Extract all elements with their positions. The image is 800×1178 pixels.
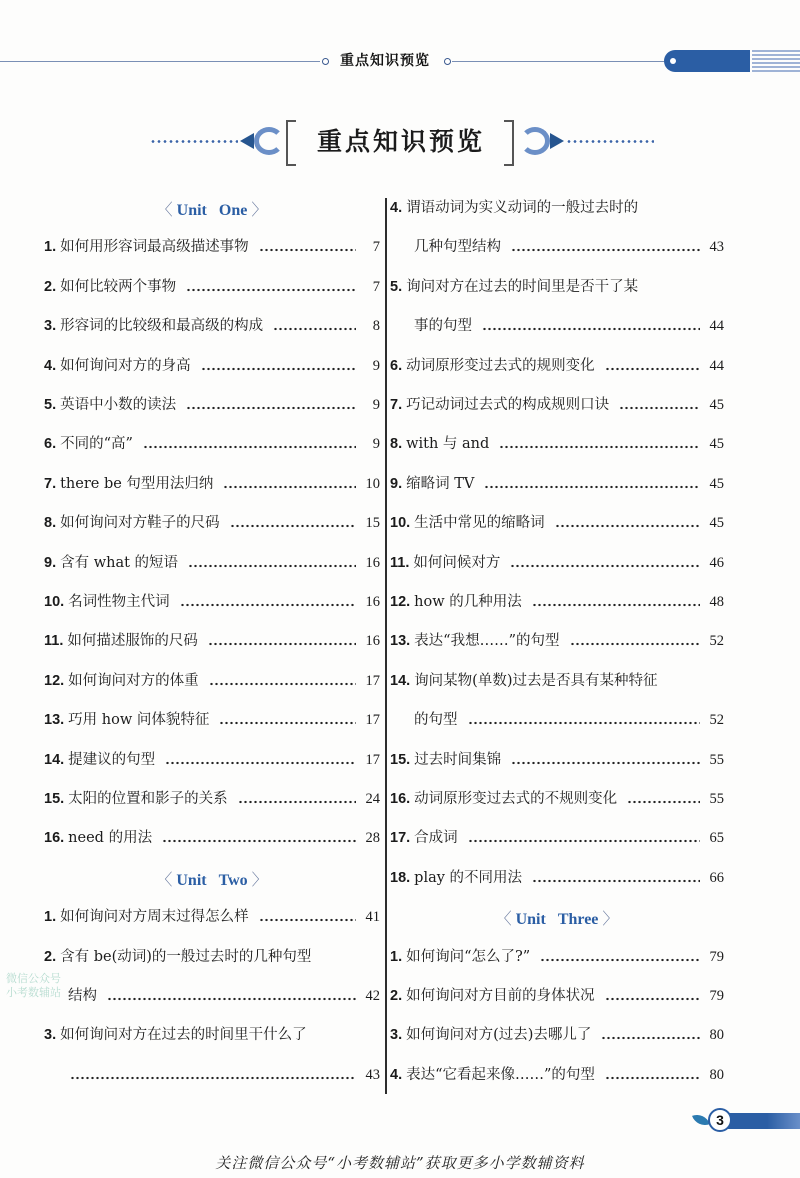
toc-entry[interactable] [390, 196, 724, 220]
entry-page: 79 [709, 988, 724, 1004]
banner-bracket-right [504, 120, 514, 166]
entry-number: 15. [390, 752, 411, 768]
entry-page: 80 [709, 1027, 724, 1043]
entry-number: 10. [390, 515, 411, 531]
toc-entry[interactable] [390, 787, 724, 811]
dot-leader [468, 839, 700, 843]
entry-page: 42 [365, 988, 380, 1004]
entry-number: 4. [44, 358, 57, 374]
banner-arrow-right-icon [550, 133, 564, 149]
entry-title: 如何询问对方周末过得怎么样 [60, 909, 249, 925]
entry-number: 3. [390, 1027, 403, 1043]
banner-arrow-left-icon [240, 133, 254, 149]
angle-close: 〉 [602, 911, 619, 928]
entry-page: 17 [365, 752, 380, 768]
entry-page: 45 [709, 476, 724, 492]
dot-leader [186, 288, 356, 292]
toc-entry[interactable] [390, 314, 724, 338]
toc-entry[interactable] [390, 590, 724, 614]
section-banner [150, 112, 650, 170]
entry-number: 4. [390, 200, 403, 216]
toc-entry[interactable] [390, 1063, 724, 1087]
dot-leader [165, 761, 355, 765]
toc-entry[interactable] [44, 984, 380, 1008]
entry-page: 16 [365, 633, 380, 649]
header-title: 重点知识预览 [340, 53, 430, 69]
entry-page: 7 [372, 239, 380, 255]
banner-swirl-right-icon [520, 127, 550, 155]
page-number: 3 [708, 1108, 732, 1132]
angle-open: 〈 [156, 202, 173, 219]
entry-title: 缩略词 TV [406, 476, 475, 492]
toc-entry[interactable] [44, 629, 380, 653]
entry-page: 10 [365, 476, 380, 492]
entry-page: 43 [365, 1067, 380, 1083]
toc-entry[interactable] [44, 748, 380, 772]
entry-title: 的句型 [414, 712, 458, 728]
entry-number: 9. [44, 555, 57, 571]
entry-number: 8. [390, 436, 403, 452]
toc-entry[interactable] [44, 551, 380, 575]
entry-page: 16 [365, 555, 380, 571]
toc-entry[interactable] [390, 275, 724, 299]
entry-page: 9 [372, 358, 380, 374]
entry-number: 6. [390, 358, 403, 374]
entry-title: 如何描述服饰的尺码 [67, 633, 198, 649]
entry-page: 15 [365, 515, 380, 531]
dot-leader [259, 248, 356, 252]
entry-title: 动词原形变过去式的规则变化 [406, 358, 595, 374]
toc-entry[interactable] [390, 511, 724, 535]
toc-entry[interactable] [390, 354, 724, 378]
entry-title: 如何问候对方 [413, 555, 501, 571]
entry-number: 10. [44, 594, 65, 610]
entry-page: 65 [709, 830, 724, 846]
unit-number: One [218, 202, 248, 219]
toc-entry[interactable] [390, 826, 724, 850]
entry-page: 28 [365, 830, 380, 846]
entry-number: 5. [390, 279, 403, 295]
toc-entry[interactable] [44, 472, 380, 496]
entry-number: 17. [390, 830, 411, 846]
dot-leader [70, 1076, 356, 1080]
dot-leader [532, 879, 699, 883]
dot-leader [223, 485, 355, 489]
dot-leader [273, 327, 356, 331]
entry-title: 动词原形变过去式的不规则变化 [414, 791, 618, 807]
entry-title: 如何询问对方目前的身体状况 [406, 988, 595, 1004]
entry-number: 14. [390, 673, 411, 689]
dot-leader [511, 761, 699, 765]
entry-title: 巧记动词过去式的构成规则口诀 [406, 397, 610, 413]
entry-page: 17 [365, 712, 380, 728]
entry-page: 45 [709, 397, 724, 413]
header-tab [664, 50, 750, 72]
entry-page: 9 [372, 397, 380, 413]
dot-leader [532, 603, 700, 607]
entry-page: 55 [709, 791, 724, 807]
unit-number: Three [557, 911, 599, 928]
toc-entry[interactable] [390, 432, 724, 456]
entry-title: 不同的“高” [60, 436, 133, 452]
toc-entry[interactable] [44, 905, 380, 929]
column-divider [385, 198, 387, 1094]
dot-leader [605, 997, 700, 1001]
toc-entry[interactable] [390, 472, 724, 496]
entry-title: how 的几种用法 [414, 594, 522, 610]
entry-title: 如何询问“怎么了?” [406, 949, 531, 965]
entry-number: 5. [44, 397, 57, 413]
entry-number: 13. [390, 633, 411, 649]
dot-leader [468, 721, 700, 725]
entry-page: 7 [372, 279, 380, 295]
watermark-line-2: 小考数辅站 [6, 986, 61, 999]
toc-entry[interactable] [390, 945, 724, 969]
entry-title: 如何比较两个事物 [60, 279, 177, 295]
entry-title: 询问某物(单数)过去是否具有某种特征 [414, 673, 658, 689]
dot-leader [605, 1076, 700, 1080]
toc-entry[interactable] [390, 708, 724, 732]
entry-number: 6. [44, 436, 57, 452]
entry-title: 巧用 how 问体貌特征 [68, 712, 210, 728]
toc-entry[interactable] [44, 1063, 380, 1087]
toc-entry[interactable] [44, 669, 380, 693]
entry-number: 3. [44, 1027, 57, 1043]
toc-entry[interactable] [44, 275, 380, 299]
entry-number: 11. [390, 555, 410, 571]
toc-entry[interactable] [390, 866, 724, 890]
entry-title: with 与 and [406, 436, 490, 452]
entry-number: 2. [44, 949, 57, 965]
unit-word: Unit [176, 872, 207, 889]
dot-leader [627, 800, 699, 804]
page-tab [690, 1108, 800, 1134]
dot-leader [201, 367, 356, 371]
dot-leader [484, 485, 699, 489]
banner-swirl-left-icon [254, 127, 284, 155]
dot-leader [601, 1036, 699, 1040]
entry-number: 16. [44, 830, 65, 846]
entry-number: 2. [44, 279, 57, 295]
unit-number: Two [218, 872, 248, 889]
entry-number: 1. [390, 949, 403, 965]
entry-number: 11. [44, 633, 64, 649]
toc-entry[interactable] [390, 1023, 724, 1047]
entry-page: 80 [709, 1067, 724, 1083]
dot-leader [230, 524, 356, 528]
banner-dots-right [566, 140, 654, 143]
entry-number: 7. [44, 476, 57, 492]
entry-title: 名词性物主代词 [68, 594, 170, 610]
entry-page: 79 [709, 949, 724, 965]
entry-number: 15. [44, 791, 65, 807]
toc-entry[interactable] [390, 235, 724, 259]
entry-number: 1. [44, 909, 57, 925]
entry-page: 17 [365, 673, 380, 689]
entry-title: there be 句型用法归纳 [60, 476, 214, 492]
running-header [0, 0, 800, 90]
header-dot-left [322, 58, 329, 65]
entry-title: 询问对方在过去的时间里是否干了某 [406, 279, 639, 295]
entry-number: 18. [390, 870, 411, 886]
unit-heading [44, 868, 380, 894]
entry-title: 含有 be(动词)的一般过去时的几种句型 [60, 949, 312, 965]
angle-close: 〉 [251, 202, 268, 219]
entry-title: 如何询问对方鞋子的尺码 [60, 515, 220, 531]
dot-leader [219, 721, 355, 725]
entry-number: 14. [44, 752, 65, 768]
entry-title: 事的句型 [414, 318, 472, 334]
entry-number: 4. [390, 1067, 403, 1083]
entry-title: 结构 [68, 988, 97, 1004]
toc-entry[interactable] [44, 590, 380, 614]
dot-leader [180, 603, 356, 607]
header-dot-right [444, 58, 451, 65]
entry-page: 43 [709, 239, 724, 255]
entry-number: 7. [390, 397, 403, 413]
entry-number: 1. [44, 239, 57, 255]
entry-page: 66 [709, 870, 724, 886]
toc-entry[interactable] [44, 393, 380, 417]
dot-leader [499, 445, 699, 449]
toc-entry[interactable] [44, 787, 380, 811]
entry-title: 提建议的句型 [68, 752, 156, 768]
entry-title: 如何询问对方在过去的时间里干什么了 [60, 1027, 307, 1043]
entry-number: 12. [44, 673, 65, 689]
entry-page: 55 [709, 752, 724, 768]
unit-word: Unit [515, 911, 546, 928]
dot-leader [107, 997, 356, 1001]
toc-entry[interactable] [390, 551, 724, 575]
unit-heading [44, 198, 380, 224]
entry-number: 16. [390, 791, 411, 807]
entry-number: 8. [44, 515, 57, 531]
dot-leader [209, 682, 356, 686]
dot-leader [482, 327, 700, 331]
entry-page: 45 [709, 436, 724, 452]
entry-title: 如何用形容词最高级描述事物 [60, 239, 249, 255]
dot-leader [186, 406, 356, 410]
entry-page: 52 [709, 712, 724, 728]
entry-page: 44 [709, 358, 724, 374]
entry-page: 45 [709, 515, 724, 531]
dot-leader [570, 642, 700, 646]
dot-leader [510, 564, 699, 568]
header-rule-left [0, 61, 320, 62]
dot-leader [511, 248, 700, 252]
entry-title: 过去时间集锦 [414, 752, 502, 768]
dot-leader [540, 958, 699, 962]
angle-open: 〈 [495, 911, 512, 928]
footer-note: 关注微信公众号“小考数辅站”获取更多小学数辅资料 [215, 1154, 585, 1172]
toc-entry[interactable] [44, 432, 380, 456]
toc-entry[interactable] [44, 945, 380, 969]
entry-title: play 的不同用法 [414, 870, 523, 886]
angle-close: 〉 [251, 872, 268, 889]
entry-page: 24 [365, 791, 380, 807]
entry-title: 表达“我想……”的句型 [414, 633, 560, 649]
toc-entry[interactable] [44, 235, 380, 259]
entry-title: 如何询问对方(过去)去哪儿了 [406, 1027, 592, 1043]
toc-entry[interactable] [390, 984, 724, 1008]
entry-title: 如何询问对方的体重 [68, 673, 199, 689]
toc-entry[interactable] [44, 314, 380, 338]
dot-leader [208, 642, 356, 646]
banner-dots-left [150, 140, 238, 143]
entry-page: 48 [709, 594, 724, 610]
entry-page: 16 [365, 594, 380, 610]
toc-entry[interactable] [44, 1023, 380, 1047]
entry-number: 3. [44, 318, 57, 334]
dot-leader [619, 406, 699, 410]
entry-number: 12. [390, 594, 411, 610]
toc-entry[interactable] [390, 393, 724, 417]
entry-title: 形容词的比较级和最高级的构成 [60, 318, 264, 334]
toc-entry[interactable] [44, 826, 380, 850]
entry-number: 9. [390, 476, 403, 492]
banner-title: 重点知识预览 [316, 127, 485, 156]
watermark [6, 972, 84, 1000]
header-stripes [752, 50, 800, 72]
entry-title: 如何询问对方的身高 [60, 358, 191, 374]
banner-bracket-left [286, 120, 296, 166]
entry-title: 几种句型结构 [414, 239, 501, 255]
dot-leader [259, 918, 356, 922]
entry-title: 合成词 [414, 830, 458, 846]
entry-title: 生活中常见的缩略词 [414, 515, 545, 531]
entry-title: 谓语动词为实义动词的一般过去时的 [406, 200, 639, 216]
dot-leader [143, 445, 356, 449]
toc-entry[interactable] [44, 708, 380, 732]
toc-entry[interactable] [390, 629, 724, 653]
dot-leader [188, 564, 355, 568]
dot-leader [555, 524, 700, 528]
toc-entry[interactable] [44, 511, 380, 535]
dot-leader [162, 839, 355, 843]
entry-page: 44 [709, 318, 724, 334]
unit-heading [390, 907, 724, 933]
toc-entry[interactable] [44, 354, 380, 378]
dot-leader [238, 800, 356, 804]
entry-title: 表达“它看起来像……”的句型 [406, 1067, 595, 1083]
entry-title: 英语中小数的读法 [60, 397, 177, 413]
header-rule-right [452, 61, 664, 62]
entry-page: 8 [372, 318, 380, 334]
toc-entry[interactable] [390, 669, 724, 693]
watermark-line-1: 微信公众号 [6, 972, 61, 985]
dot-leader [605, 367, 700, 371]
entry-page: 52 [709, 633, 724, 649]
unit-word: Unit [176, 202, 207, 219]
entry-page: 9 [372, 436, 380, 452]
angle-open: 〈 [156, 872, 173, 889]
entry-number: 2. [390, 988, 403, 1004]
entry-title: 含有 what 的短语 [60, 555, 179, 571]
toc-entry[interactable] [390, 748, 724, 772]
entry-page: 46 [709, 555, 724, 571]
entry-title: 太阳的位置和影子的关系 [68, 791, 228, 807]
entry-page: 41 [365, 909, 380, 925]
entry-number: 13. [44, 712, 65, 728]
entry-title: need 的用法 [68, 830, 153, 846]
